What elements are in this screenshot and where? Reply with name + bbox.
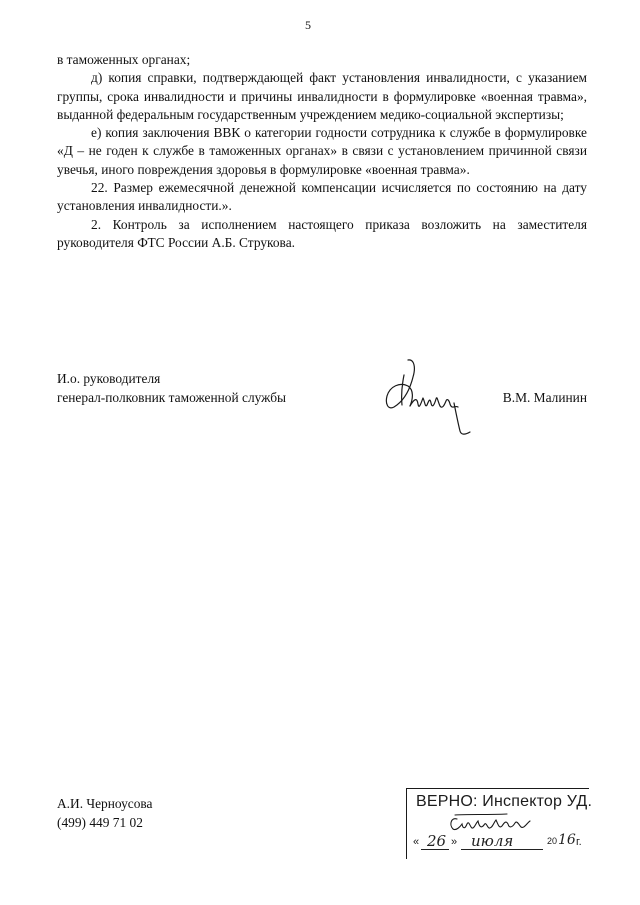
stamp-date-year-prefix: 20 bbox=[547, 836, 558, 846]
handwritten-signature bbox=[380, 355, 490, 445]
paragraph-continuation: в таможенных органах; bbox=[57, 52, 191, 67]
executor-info bbox=[57, 794, 153, 832]
paragraph-item-e: е) копия заключения ВВК о категории годности сотрудника к службе в формулировке «Д – не годен к службе в таможенных органах» в связи с установлением причинной связи увечья, иного повреждения здоровья в формулировке «военная травма». bbox=[57, 125, 587, 177]
stamp-date: « 26 » июля 20 16 г. bbox=[413, 832, 582, 850]
certification-stamp bbox=[406, 788, 593, 859]
signatory-name: В.М. Малинин bbox=[502, 390, 587, 405]
document-body bbox=[57, 51, 587, 252]
signatory-position bbox=[57, 369, 286, 407]
executor-phone: (499) 449 71 02 bbox=[57, 815, 143, 830]
stamp-date-suffix: г. bbox=[576, 836, 582, 848]
stamp-title: ВЕРНО: Инспектор УД. bbox=[416, 793, 593, 810]
paragraph-22: 22. Размер ежемесячной денежной компенсации исчисляется по состоянию на дату установления инвалидности.». bbox=[57, 180, 587, 214]
page-number: 5 bbox=[305, 18, 311, 32]
paragraph-item-d: д) копия справки, подтверждающей факт установления инвалидности, с указанием группы, срока инвалидности и причины инвалидности в формулировке «военная травма», выданной федеральным государственным учреждением медико-социальной экспертизы; bbox=[57, 70, 587, 122]
stamp-date-year-suffix: 16 bbox=[558, 832, 576, 848]
position-line-1: И.о. руководителя bbox=[57, 371, 161, 386]
paragraph-point-2: 2. Контроль за исполнением настоящего приказа возложить на заместителя руководителя ФТС России А.Б. Струкова. bbox=[57, 216, 587, 250]
stamp-date-month: июля bbox=[471, 832, 514, 850]
stamp-date-day: 26 bbox=[427, 832, 447, 850]
position-line-2: генерал-полковник таможенной службы bbox=[57, 390, 287, 405]
executor-name: А.И. Черноусова bbox=[57, 796, 153, 811]
signature-icon bbox=[380, 355, 490, 440]
